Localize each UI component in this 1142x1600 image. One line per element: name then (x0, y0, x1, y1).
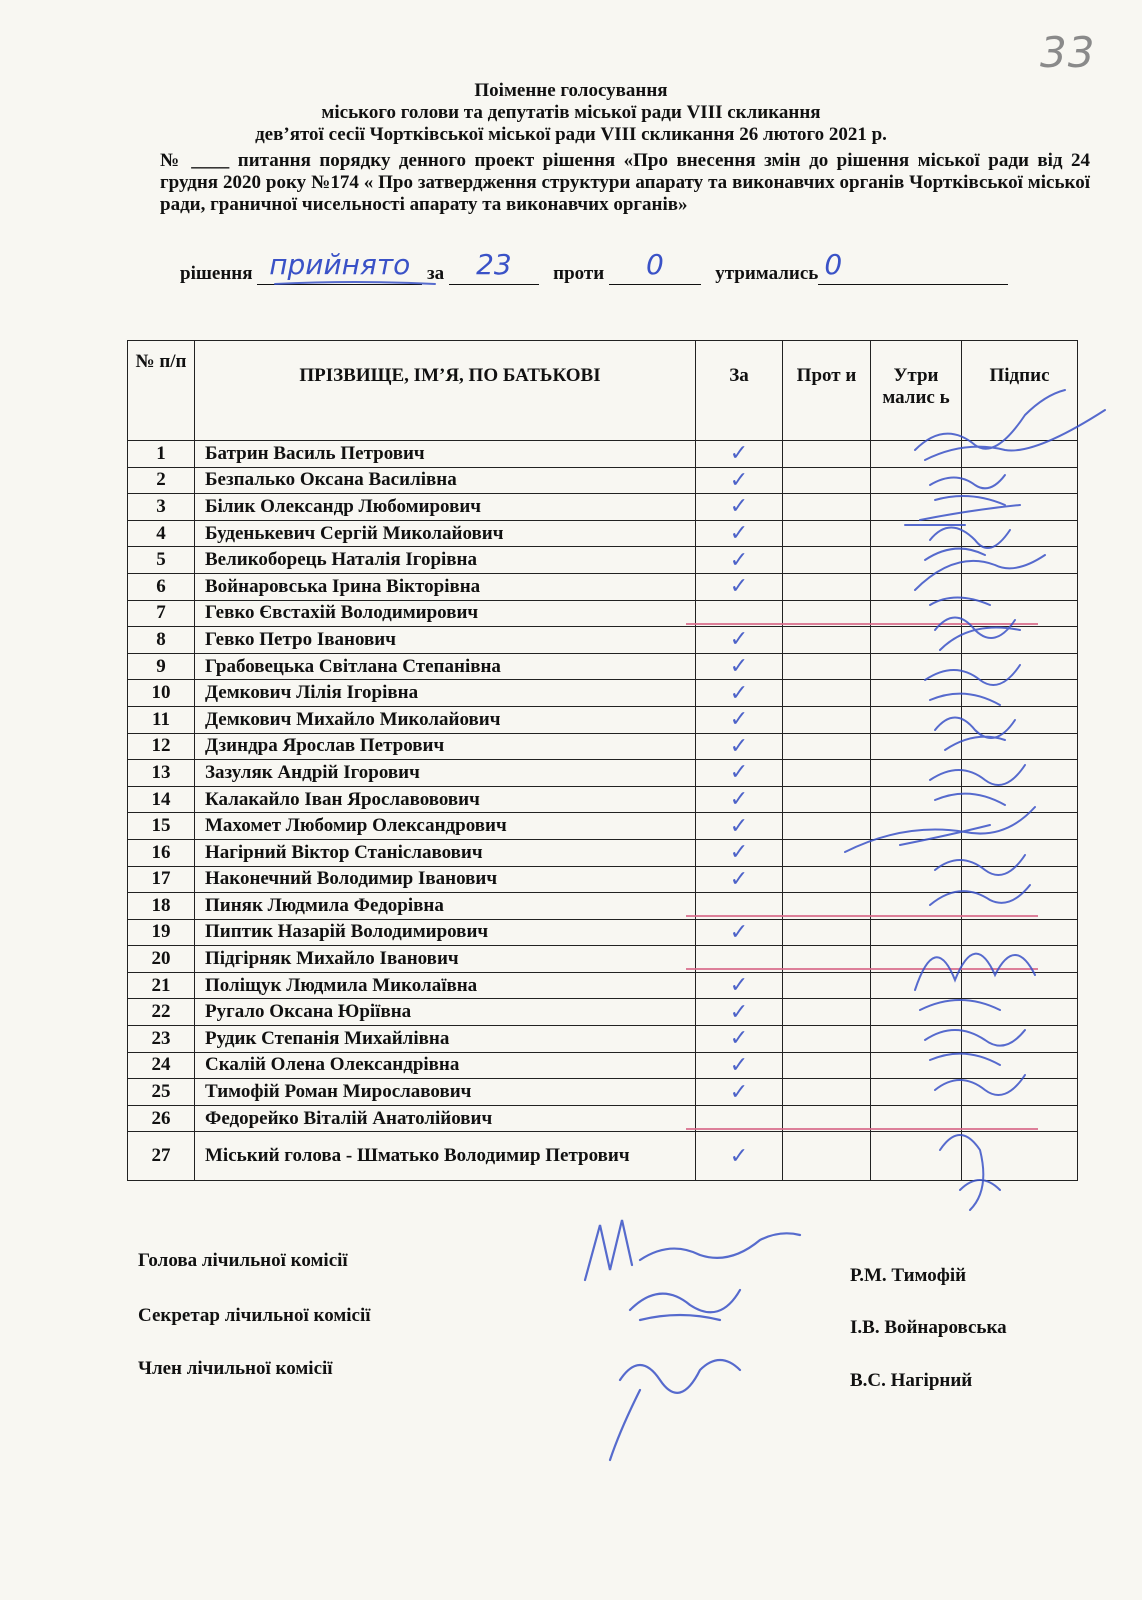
row-name: Батрин Василь Петрович (195, 441, 696, 468)
row-number: 7 (128, 600, 195, 627)
row-name: Міський голова - Шматько Володимир Петрович (195, 1132, 696, 1181)
row-number: 25 (128, 1079, 195, 1106)
row-number: 3 (128, 494, 195, 521)
row-name: Гевко Євстахій Володимирович (195, 600, 696, 627)
row-za: ✓ (696, 520, 783, 547)
row-number: 5 (128, 547, 195, 574)
row-number: 19 (128, 919, 195, 946)
agenda-question: № ____ питання порядку денного проект рішення «Про внесення змін до рішення міської ради від 24 грудня 2020 року №174 « Про затвердження структури апарату та виконавчих органів Чортківської міської ради, граничної чисельності апарату та виконавчих органів» (160, 150, 1090, 215)
row-za: ✓ (696, 573, 783, 600)
row-number: 11 (128, 706, 195, 733)
row-number: 26 (128, 1105, 195, 1132)
row-za: ✓ (696, 733, 783, 760)
decision-label: рішення (180, 263, 253, 284)
row-number: 6 (128, 573, 195, 600)
commission-secretary-name: І.В. Войнаровська (850, 1317, 1007, 1338)
commission-head-name: Р.М. Тимофій (850, 1265, 967, 1286)
row-za: ✓ (696, 441, 783, 468)
row-name: Нагірний Віктор Станіславович (195, 839, 696, 866)
row-number: 2 (128, 467, 195, 494)
row-number: 13 (128, 760, 195, 787)
row-name: Підгірняк Михайло Іванович (195, 946, 696, 973)
row-number: 27 (128, 1132, 195, 1181)
row-za: ✓ (696, 813, 783, 840)
header-utrymalys: Утри малис ь (871, 341, 962, 441)
row-za: ✓ (696, 706, 783, 733)
header-line-1: Поіменне голосування (474, 80, 668, 101)
header-name: ПРІЗВИЩЕ, ІМ’Я, ПО БАТЬКОВІ (195, 341, 696, 441)
commission-secretary-label: Секретар лічильної комісії (138, 1305, 371, 1326)
row-number: 9 (128, 653, 195, 680)
row-za: ✓ (696, 627, 783, 654)
row-number: 4 (128, 520, 195, 547)
row-za: ✓ (696, 547, 783, 574)
row-number: 23 (128, 1026, 195, 1053)
row-number: 12 (128, 733, 195, 760)
row-name: Рудик Степанія Михайлівна (195, 1026, 696, 1053)
row-za: ✓ (696, 919, 783, 946)
row-number: 21 (128, 972, 195, 999)
row-za: ✓ (696, 866, 783, 893)
row-za: ✓ (696, 760, 783, 787)
row-za: ✓ (696, 680, 783, 707)
commission-head-label: Голова лічильної комісії (138, 1250, 348, 1271)
header-line-3: дев’ятої сесії Чортківської міської ради VIII скликання 26 лютого 2021 р. (255, 124, 887, 145)
header-za: За (696, 341, 783, 441)
commission-signatures (585, 1220, 800, 1460)
row-za: ✓ (696, 839, 783, 866)
row-number: 14 (128, 786, 195, 813)
row-name: Махомет Любомир Олександрович (195, 813, 696, 840)
row-za: ✓ (696, 653, 783, 680)
row-name: Дзиндра Ярослав Петрович (195, 733, 696, 760)
header-signature: Підпис (962, 341, 1078, 441)
utrymalys-label: утримались (715, 263, 819, 284)
row-number: 15 (128, 813, 195, 840)
row-za: ✓ (696, 1132, 783, 1181)
row-name: Гевко Петро Іванович (195, 627, 696, 654)
row-name: Грабовецька Світлана Степанівна (195, 653, 696, 680)
row-za: ✓ (696, 999, 783, 1026)
row-number: 17 (128, 866, 195, 893)
row-number: 8 (128, 627, 195, 654)
row-name: Білик Олександр Любомирович (195, 494, 696, 521)
row-number: 10 (128, 680, 195, 707)
row-number: 16 (128, 839, 195, 866)
decision-handwriting-underline (275, 282, 435, 284)
utrymalys-value: 0 (824, 248, 843, 281)
proty-label: проти (553, 263, 605, 284)
row-name: Ругало Оксана Юріївна (195, 999, 696, 1026)
row-name: Буденькевич Сергій Миколайович (195, 520, 696, 547)
row-number: 18 (128, 893, 195, 920)
row-za: ✓ (696, 972, 783, 999)
proty-value: 0 (646, 248, 664, 281)
row-name: Федорейко Віталій Анатолійович (195, 1105, 696, 1132)
za-label: за (427, 263, 445, 284)
za-value: 23 (476, 248, 512, 281)
row-number: 20 (128, 946, 195, 973)
row-name: Скалій Олена Олександрівна (195, 1052, 696, 1079)
row-name: Демкович Лілія Ігорівна (195, 680, 696, 707)
commission-member-label: Член лічильної комісії (138, 1358, 333, 1379)
row-name: Тимофій Роман Мирославович (195, 1079, 696, 1106)
row-name: Войнаровська Ірина Вікторівна (195, 573, 696, 600)
row-za: ✓ (696, 467, 783, 494)
row-za: ✓ (696, 494, 783, 521)
page-number: 33 (1040, 28, 1096, 77)
header-line-2: міського голови та депутатів міської ради VIII скликання (321, 102, 821, 123)
row-number: 22 (128, 999, 195, 1026)
decision-value: прийнято (269, 248, 411, 281)
signature-column-scribbles (845, 390, 1105, 1210)
header-num: № п/п (128, 341, 195, 441)
row-name: Зазуляк Андрій Ігорович (195, 760, 696, 787)
row-name: Поліщук Людмила Миколаївна (195, 972, 696, 999)
row-name: Пиняк Людмила Федорівна (195, 893, 696, 920)
row-number: 1 (128, 441, 195, 468)
row-za: ✓ (696, 786, 783, 813)
row-name: Великоборець Наталія Ігорівна (195, 547, 696, 574)
header-proty: Прот и (783, 341, 871, 441)
row-name: Безпалько Оксана Василівна (195, 467, 696, 494)
row-name: Пиптик Назарій Володимирович (195, 919, 696, 946)
row-za: ✓ (696, 1079, 783, 1106)
row-za: ✓ (696, 1026, 783, 1053)
row-za: ✓ (696, 1052, 783, 1079)
row-number: 24 (128, 1052, 195, 1079)
row-name: Демкович Михайло Миколайович (195, 706, 696, 733)
row-name: Наконечний Володимир Іванович (195, 866, 696, 893)
commission-member-name: В.С. Нагірний (850, 1370, 973, 1391)
row-name: Калакайло Іван Ярославовович (195, 786, 696, 813)
